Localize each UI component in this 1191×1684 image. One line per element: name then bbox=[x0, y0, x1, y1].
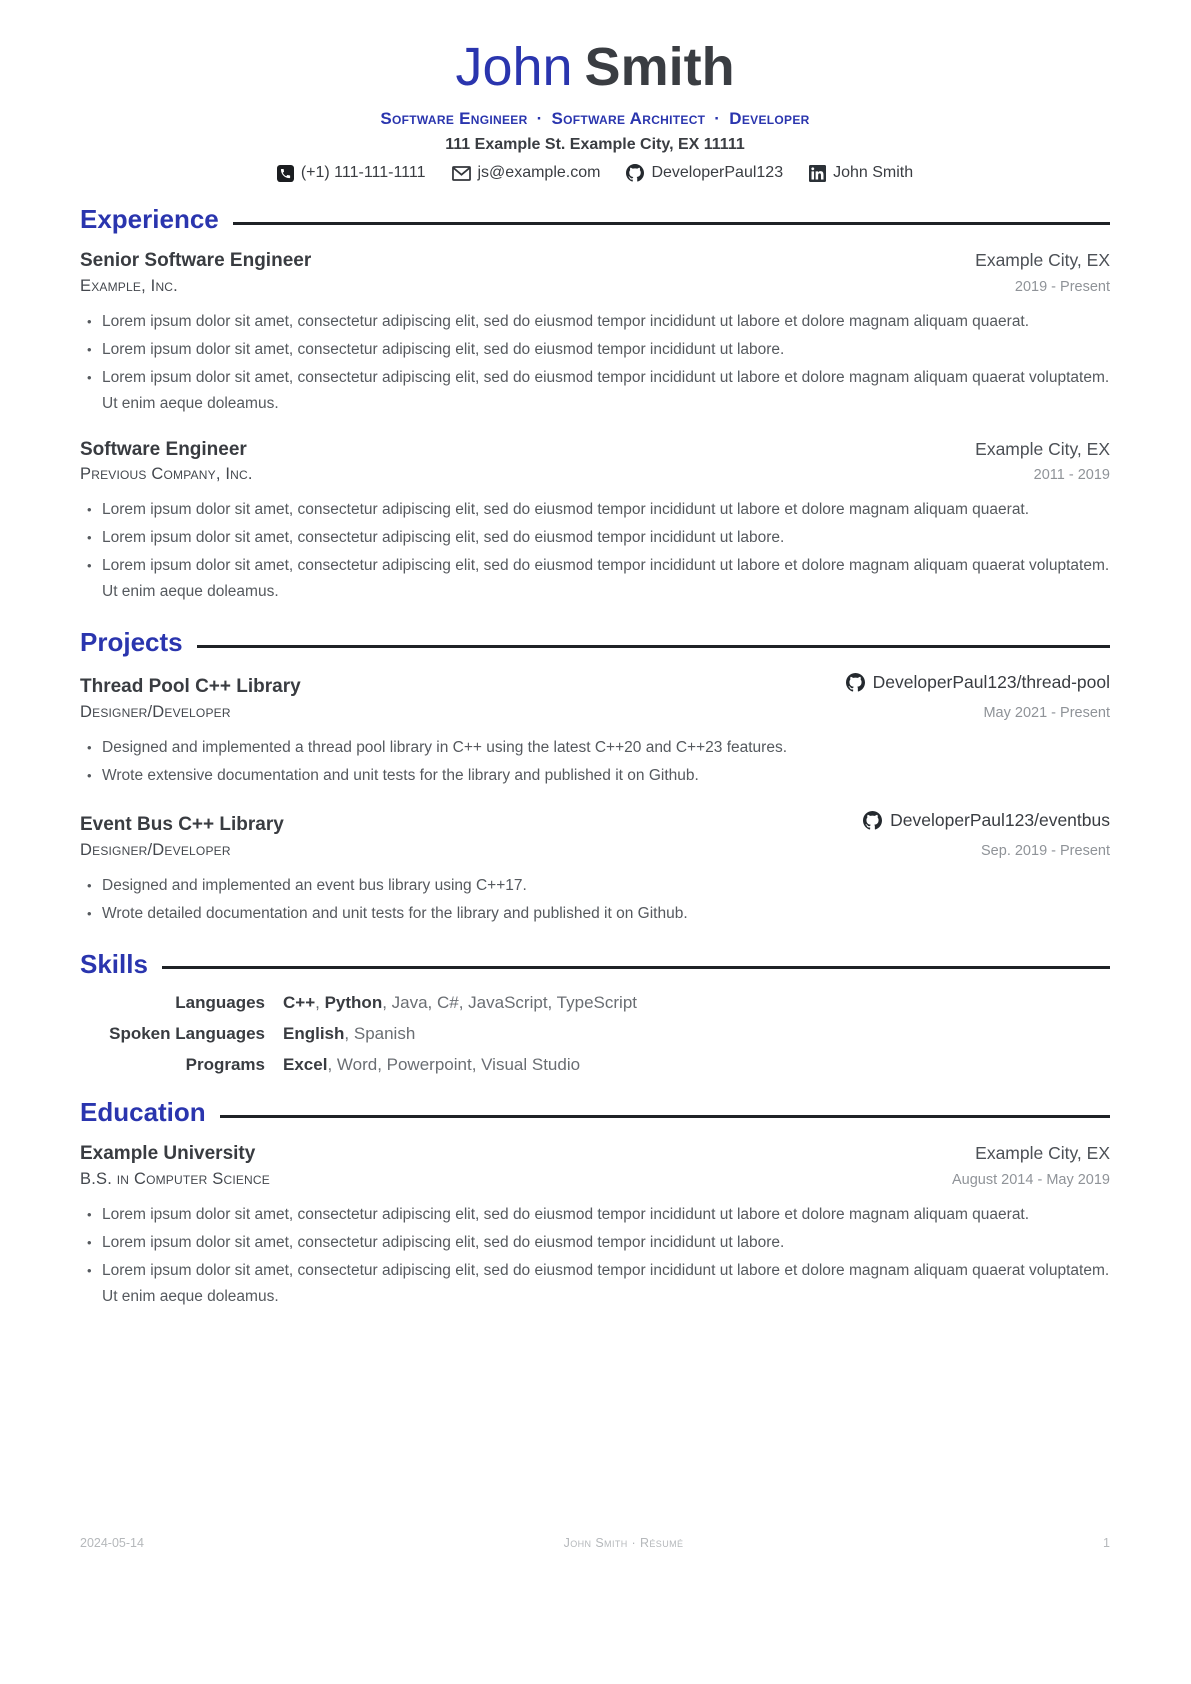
address: 111 Example St. Example City, EX 11111 bbox=[445, 136, 745, 154]
skills-value bbox=[283, 993, 637, 1013]
last-name: Smith bbox=[584, 37, 735, 97]
bullet-item: • Lorem ipsum dolor sit amet, consectetur adipiscing elit, sed do eiusmod tempor incididunt ut labore et dolore magnam aliquam quaerat. bbox=[86, 309, 1110, 335]
bullet-item: • Designed and implemented a thread pool library in C++ using the latest C++20 and C++23 features. bbox=[86, 735, 1110, 761]
first-name: John bbox=[455, 37, 573, 97]
degree: B.S. in Computer Science bbox=[80, 1169, 270, 1188]
job-dates: 2011 - 2019 bbox=[1033, 467, 1110, 484]
project-dates: Sep. 2019 - Present bbox=[981, 842, 1110, 859]
bullet-item: • Lorem ipsum dolor sit amet, consectetur adipiscing elit, sed do eiusmod tempor incididunt ut labore et dolore magnam aliquam quaerat voluptatem. Ut enim aeque doleamus. bbox=[86, 1258, 1110, 1310]
skill-item: , Spanish bbox=[344, 1024, 416, 1044]
school-location: Example City, EX bbox=[975, 1142, 1110, 1163]
github-icon bbox=[626, 164, 644, 182]
linkedin-icon bbox=[809, 165, 826, 182]
section-rule bbox=[162, 966, 1110, 969]
bullet-item: • Lorem ipsum dolor sit amet, consectetur adipiscing elit, sed do eiusmod tempor incididunt ut labore. bbox=[86, 1230, 1110, 1256]
email-icon bbox=[452, 166, 471, 181]
github-profile-link[interactable] bbox=[626, 164, 783, 182]
contact-row bbox=[80, 164, 1110, 182]
section-header bbox=[80, 628, 1110, 657]
job-dates: 2019 - Present bbox=[1014, 278, 1110, 295]
experience-entry bbox=[80, 438, 1110, 606]
experience-entry bbox=[80, 249, 1110, 417]
section-header bbox=[80, 950, 1110, 979]
bullet-list bbox=[80, 309, 1110, 417]
repo-path: DeveloperPaul123/thread-pool bbox=[872, 672, 1110, 693]
skills-value bbox=[283, 1024, 415, 1044]
github-username: DeveloperPaul123 bbox=[651, 164, 784, 182]
tagline-separator: · bbox=[714, 109, 721, 129]
tagline-separator: · bbox=[536, 109, 543, 129]
skills-row-spoken-languages bbox=[80, 1024, 1110, 1044]
project-repo-link[interactable] bbox=[846, 672, 1110, 693]
tagline-item: Developer bbox=[729, 109, 810, 129]
project-role: Designer/Developer bbox=[80, 702, 231, 721]
linkedin-profile-link[interactable] bbox=[809, 164, 913, 182]
bullet-item: • Designed and implemented an event bus library using C++17. bbox=[86, 873, 1110, 899]
job-title: Software Engineer bbox=[80, 438, 247, 460]
linkedin-name: John Smith bbox=[833, 164, 914, 182]
header bbox=[80, 38, 1110, 182]
email-link[interactable] bbox=[452, 164, 601, 182]
experience-section bbox=[80, 205, 1110, 605]
github-icon bbox=[863, 811, 882, 830]
bullet-item: • Wrote detailed documentation and unit tests for the library and published it on Github. bbox=[86, 901, 1110, 927]
section-rule bbox=[233, 222, 1110, 225]
footer-page-number: 1 bbox=[1103, 1536, 1110, 1550]
footer-date: 2024-05-14 bbox=[80, 1536, 144, 1550]
bullet-item: • Lorem ipsum dolor sit amet, consectetur adipiscing elit, sed do eiusmod tempor incididunt ut labore et dolore magnam aliquam quaerat. bbox=[86, 1202, 1110, 1228]
page-footer bbox=[80, 1536, 1110, 1550]
name bbox=[80, 38, 1110, 97]
bullet-list bbox=[80, 497, 1110, 605]
skills-row-programs bbox=[80, 1055, 1110, 1075]
project-name: Event Bus C++ Library bbox=[80, 813, 284, 835]
project-dates: May 2021 - Present bbox=[983, 704, 1110, 721]
projects-section bbox=[80, 628, 1110, 926]
skills-value bbox=[283, 1055, 580, 1075]
education-entry bbox=[80, 1142, 1110, 1310]
skill-item: , bbox=[315, 993, 325, 1013]
footer-title: John Smith · Résumé bbox=[563, 1536, 684, 1550]
project-repo-link[interactable] bbox=[863, 810, 1110, 831]
project-role: Designer/Developer bbox=[80, 840, 231, 859]
education-section bbox=[80, 1098, 1110, 1309]
skills-section bbox=[80, 950, 1110, 1076]
skill-item: English bbox=[283, 1024, 345, 1044]
tagline-item: Software Engineer bbox=[380, 109, 528, 129]
phone-number: (+1) 111-111-1111 bbox=[300, 164, 426, 182]
email-address: js@example.com bbox=[477, 164, 601, 182]
skills-label: Languages bbox=[175, 993, 265, 1013]
project-entry bbox=[80, 810, 1110, 927]
bullet-list bbox=[80, 873, 1110, 927]
section-rule bbox=[220, 1115, 1110, 1118]
bullet-list bbox=[80, 1202, 1110, 1310]
job-location: Example City, EX bbox=[975, 438, 1110, 459]
skill-item: , Java, C#, JavaScript, TypeScript bbox=[382, 993, 637, 1013]
tagline bbox=[80, 109, 1110, 129]
job-location: Example City, EX bbox=[975, 249, 1110, 270]
bullet-item: • Lorem ipsum dolor sit amet, consectetur adipiscing elit, sed do eiusmod tempor incididunt ut labore et dolore magnam aliquam quaerat. bbox=[86, 497, 1110, 523]
skills-label: Spoken Languages bbox=[109, 1024, 265, 1044]
section-header bbox=[80, 205, 1110, 234]
company-name: Previous Company, Inc. bbox=[80, 465, 253, 484]
bullet-list bbox=[80, 735, 1110, 789]
skills-label: Programs bbox=[185, 1055, 265, 1075]
skill-item: , Word, Powerpoint, Visual Studio bbox=[327, 1055, 581, 1075]
section-title-skills: Skills bbox=[80, 948, 148, 979]
section-header bbox=[80, 1098, 1110, 1127]
skill-item: Python bbox=[324, 993, 383, 1013]
bullet-item: • Lorem ipsum dolor sit amet, consectetur adipiscing elit, sed do eiusmod tempor incididunt ut labore. bbox=[86, 337, 1110, 363]
section-title-experience: Experience bbox=[80, 204, 219, 235]
repo-path: DeveloperPaul123/eventbus bbox=[890, 809, 1110, 830]
github-icon bbox=[846, 673, 865, 692]
section-rule bbox=[197, 645, 1110, 648]
company-name: Example, Inc. bbox=[80, 276, 178, 295]
skill-item: C++ bbox=[283, 993, 316, 1013]
phone-icon bbox=[277, 165, 294, 182]
bullet-item: • Lorem ipsum dolor sit amet, consectetur adipiscing elit, sed do eiusmod tempor incididunt ut labore. bbox=[86, 525, 1110, 551]
school-name: Example University bbox=[80, 1142, 256, 1164]
tagline-item: Software Architect bbox=[551, 109, 706, 129]
bullet-item: • Wrote extensive documentation and unit tests for the library and published it on Github. bbox=[86, 763, 1110, 789]
project-entry bbox=[80, 672, 1110, 789]
bullet-item: • Lorem ipsum dolor sit amet, consectetur adipiscing elit, sed do eiusmod tempor incididunt ut labore et dolore magnam aliquam quaerat voluptatem. Ut enim aeque doleamus. bbox=[86, 365, 1110, 417]
education-dates: August 2014 - May 2019 bbox=[952, 1171, 1110, 1188]
section-title-education: Education bbox=[80, 1097, 206, 1128]
skills-row-languages bbox=[80, 993, 1110, 1013]
job-title: Senior Software Engineer bbox=[80, 249, 312, 271]
phone-link[interactable] bbox=[277, 164, 426, 182]
skill-item: Excel bbox=[283, 1055, 328, 1075]
bullet-item: • Lorem ipsum dolor sit amet, consectetur adipiscing elit, sed do eiusmod tempor incididunt ut labore et dolore magnam aliquam quaerat voluptatem. Ut enim aeque doleamus. bbox=[86, 553, 1110, 605]
project-name: Thread Pool C++ Library bbox=[80, 676, 301, 698]
section-title-projects: Projects bbox=[80, 627, 183, 658]
